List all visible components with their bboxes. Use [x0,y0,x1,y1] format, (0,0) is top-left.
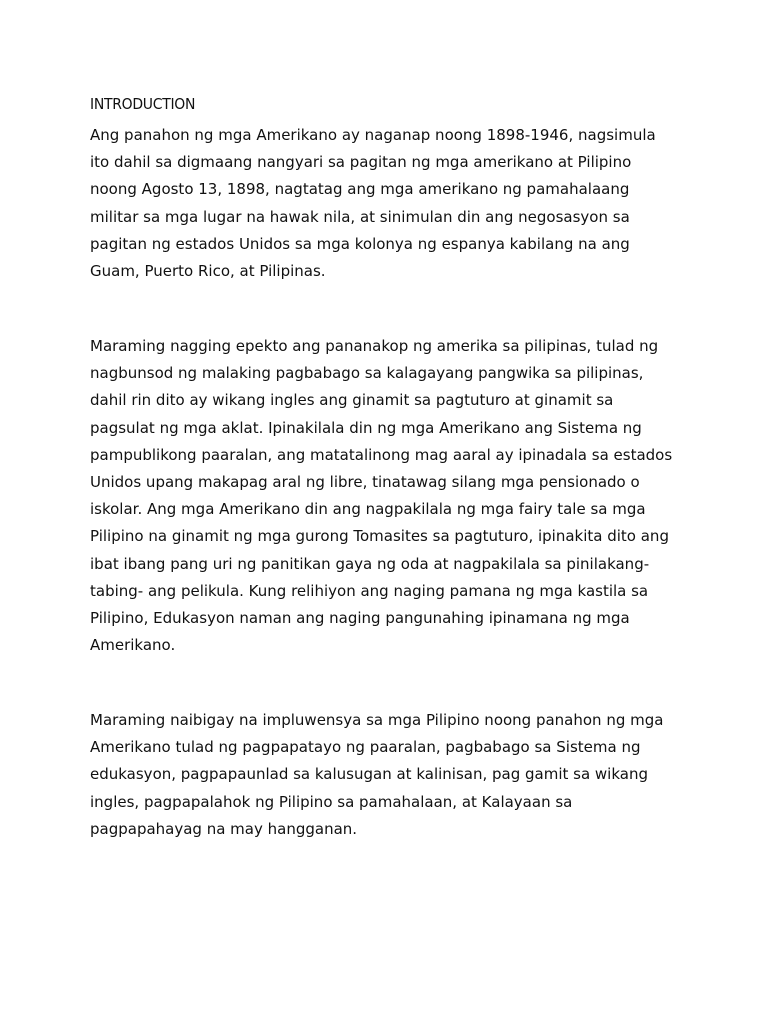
paragraph-line: dahil rin dito ay wikang ingles ang ginamit sa pagtuturo at ginamit sa [90,391,614,410]
paragraph-line: ito dahil sa digmaang nangyari sa pagitan ng mga amerikano at Pilipino [90,153,632,172]
paragraph-2 [90,333,672,659]
paragraph-line: Guam, Puerto Rico, at Pilipinas. [90,262,326,281]
paragraph-line: Amerikano tulad ng pagpapatayo ng paaralan, pagbabago sa Sistema ng [90,738,641,757]
paragraph-line: Unidos upang makapag aral ng libre, tinatawag silang mga pensionado o [90,473,640,492]
document-heading: INTRODUCTION [90,95,196,113]
paragraph-1 [90,122,656,285]
paragraph-line: iskolar. Ang mga Amerikano din ang nagpakilala ng mga fairy tale sa mga [90,500,646,519]
paragraph-line: pagsulat ng mga aklat. Ipinakilala din ng mga Amerikano ang Sistema ng [90,418,642,437]
paragraph-line: ingles, pagpapalahok ng Pilipino sa pamahalaan, at Kalayaan sa [90,792,573,811]
paragraph-line: Pilipino, Edukasyon naman ang naging pangunahing ipinamana ng mga [90,609,630,628]
paragraph-line: pagpapahayag na may hangganan. [90,819,358,838]
paragraph-line: Maraming naibigay na impluwensya sa mga Pilipino noong panahon ng mga [90,711,664,729]
paragraph-3 [90,707,663,843]
paragraph-line: Maraming nagging epekto ang pananakop ng amerika sa pilipinas, tulad ng [90,337,659,355]
paragraph-line: noong Agosto 13, 1898, nagtatag ang mga amerikano ng pamahalaang [90,180,630,199]
paragraph-line: edukasyon, pagpapaunlad sa kalusugan at kalinisan, pag gamit sa wikang [90,765,648,784]
paragraph-line: nagbunsod ng malaking pagbabago sa kalagayang pangwika sa pilipinas, [90,364,644,383]
paragraph-line: pagitan ng estados Unidos sa mga kolonya ng espanya kabilang na ang [90,234,630,253]
paragraph-line: tabing- ang pelikula. Kung relihiyon ang naging pamana ng mga kastila sa [90,581,649,600]
paragraph-line: Amerikano. [90,636,176,655]
paragraph-line: militar sa mga lugar na hawak nila, at sinimulan din ang negosasyon sa [90,207,630,226]
paragraph-line: Pilipino na ginamit ng mga gurong Tomasites sa pagtuturo, ipinakita dito ang [90,527,669,546]
paragraph-line: ibat ibang pang uri ng panitikan gaya ng oda at nagpakilala sa pinilakang- [90,554,650,573]
paragraph-line: Ang panahon ng mga Amerikano ay naganap noong 1898-1946, nagsimula [90,126,656,144]
paragraph-line: pampublikong paaralan, ang matatalinong mag aaral ay ipinadala sa estados [90,445,673,464]
